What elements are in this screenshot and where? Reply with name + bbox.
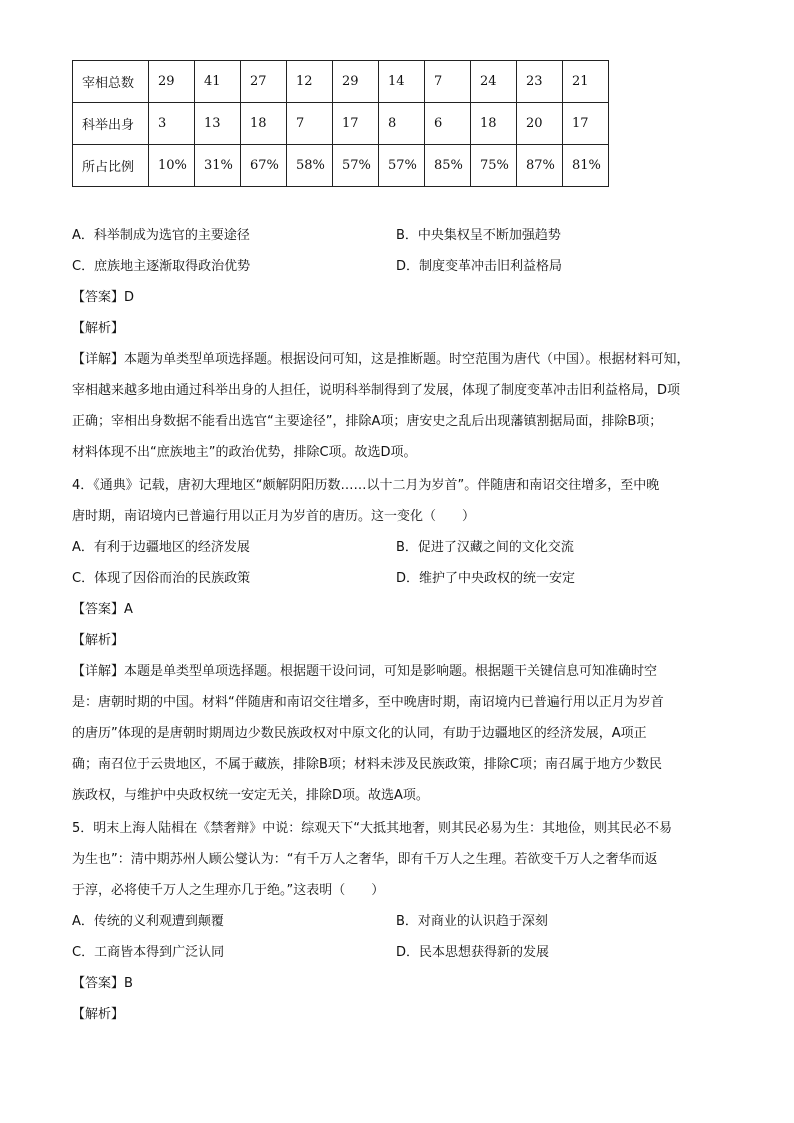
table-cell: 3: [149, 103, 195, 145]
row-header: 科举出身: [73, 103, 149, 145]
q5-option-b: B．对商业的认识趋于深刻: [396, 914, 548, 929]
table-cell: 23: [517, 61, 563, 103]
q5-stem-line: 于淳，必将使千万人之生理亦几于绝。”这表明（ ）: [72, 883, 385, 898]
q3-answer: 【答案】D: [72, 290, 135, 305]
q3-option-c: C．庶族地主逐渐取得政治优势: [72, 259, 251, 274]
q4-stem-line: 4．《通典》记载，唐初大理地区“颇解阴阳历数……以十二月为岁首”。伴随唐和南诏交往增多，至中晚: [72, 478, 660, 493]
q3-analysis-label: 【解析】: [72, 321, 125, 336]
table-cell: 57%: [379, 145, 425, 187]
q4-detail-line: 确；南召位于云贵地区，不属于藏族，排除B项；材料未涉及民族政策，排除C项；南召属于地方少数民: [72, 757, 662, 772]
table-cell: 41: [195, 61, 241, 103]
q4-stem-line: 唐时期，南诏境内已普遍行用以正月为岁首的唐历。这一变化（ ）: [72, 509, 476, 524]
q4-option-c: C．体现了因俗而治的民族政策: [72, 571, 251, 586]
table-cell: 18: [241, 103, 287, 145]
table-cell: 14: [379, 61, 425, 103]
table-cell: 81%: [563, 145, 609, 187]
table-cell: 7: [287, 103, 333, 145]
table-cell: 8: [379, 103, 425, 145]
table-cell: 29: [149, 61, 195, 103]
q4-detail-line: 族政权，与维护中央政权统一安定无关，排除D项。故选A项。: [72, 788, 429, 803]
q5-stem-line: 为生也”：清中期苏州人顾公燮认为：“有千万人之奢华，即有千万人之生理。若欲变千万人之奢华而返: [72, 852, 658, 867]
table-cell: 31%: [195, 145, 241, 187]
q5-option-c: C．工商皆本得到广泛认同: [72, 945, 225, 960]
table-row: [73, 103, 609, 145]
table-cell: 57%: [333, 145, 379, 187]
table-cell: 18: [471, 103, 517, 145]
table-row: [73, 145, 609, 187]
q3-detail-line: 宰相越来越多地由通过科举出身的人担任，说明科举制得到了发展，体现了制度变革冲击旧利益格局，D项: [72, 383, 681, 398]
q3-option-b: B．中央集权呈不断加强趋势: [396, 228, 561, 243]
q5-analysis-label: 【解析】: [72, 1007, 125, 1022]
table-cell: 85%: [425, 145, 471, 187]
table-cell: 17: [563, 103, 609, 145]
q3-detail-line: 【详解】本题为单类型单项选择题。根据设问可知，这是推断题。时空范围为唐代（中国）。根据材料可知，: [72, 352, 690, 367]
table-cell: 29: [333, 61, 379, 103]
prime-minister-table: [72, 60, 609, 187]
table-cell: 24: [471, 61, 517, 103]
q4-option-a: A．有利于边疆地区的经济发展: [72, 540, 250, 555]
table-row: [73, 61, 609, 103]
table-cell: 20: [517, 103, 563, 145]
q3-detail-line: 材料体现不出“庶族地主”的政治优势，排除C项。故选D项。: [72, 445, 417, 460]
q4-analysis-label: 【解析】: [72, 633, 125, 648]
table-cell: 13: [195, 103, 241, 145]
table-cell: 12: [287, 61, 333, 103]
q3-option-d: D．制度变革冲击旧利益格局: [396, 259, 563, 274]
q4-option-b: B．促进了汉藏之间的文化交流: [396, 540, 574, 555]
table-cell: 87%: [517, 145, 563, 187]
table-cell: 6: [425, 103, 471, 145]
q4-option-d: D．维护了中央政权的统一安定: [396, 571, 576, 586]
table-cell: 17: [333, 103, 379, 145]
q4-detail-line: 是：唐朝时期的中国。材料“伴随唐和南诏交往增多，至中晚唐时期，南诏境内已普遍行用以正月为岁首: [72, 695, 664, 710]
table-cell: 58%: [287, 145, 333, 187]
row-header: 所占比例: [73, 145, 149, 187]
table-cell: 67%: [241, 145, 287, 187]
table-cell: 7: [425, 61, 471, 103]
table-cell: 27: [241, 61, 287, 103]
q5-option-d: D．民本思想获得新的发展: [396, 945, 550, 960]
row-header: 宰相总数: [73, 61, 149, 103]
q3-detail-line: 正确；宰相出身数据不能看出选官“主要途径”，排除A项；唐安史之乱后出现藩镇割据局面，排除B项；: [72, 414, 663, 429]
q4-answer: 【答案】A: [72, 602, 133, 617]
q5-stem-line: 5．明末上海人陆楫在《禁奢辩》中说：综观天下“大抵其地奢，则其民必易为生：其地俭，则其民必不易: [72, 821, 673, 836]
table-cell: 75%: [471, 145, 517, 187]
table-cell: 10%: [149, 145, 195, 187]
q5-answer: 【答案】B: [72, 976, 133, 991]
table-cell: 21: [563, 61, 609, 103]
q3-option-a: A．科举制成为选官的主要途径: [72, 228, 250, 243]
q5-option-a: A．传统的义利观遭到颠覆: [72, 914, 224, 929]
q4-detail-line: 【详解】本题是单类型单项选择题。根据题干设问词，可知是影响题。根据题干关键信息可知准确时空: [72, 664, 658, 679]
q4-detail-line: 的唐历”体现的是唐朝时期周边少数民族政权对中原文化的认同，有助于边疆地区的经济发展，A项正: [72, 726, 647, 741]
